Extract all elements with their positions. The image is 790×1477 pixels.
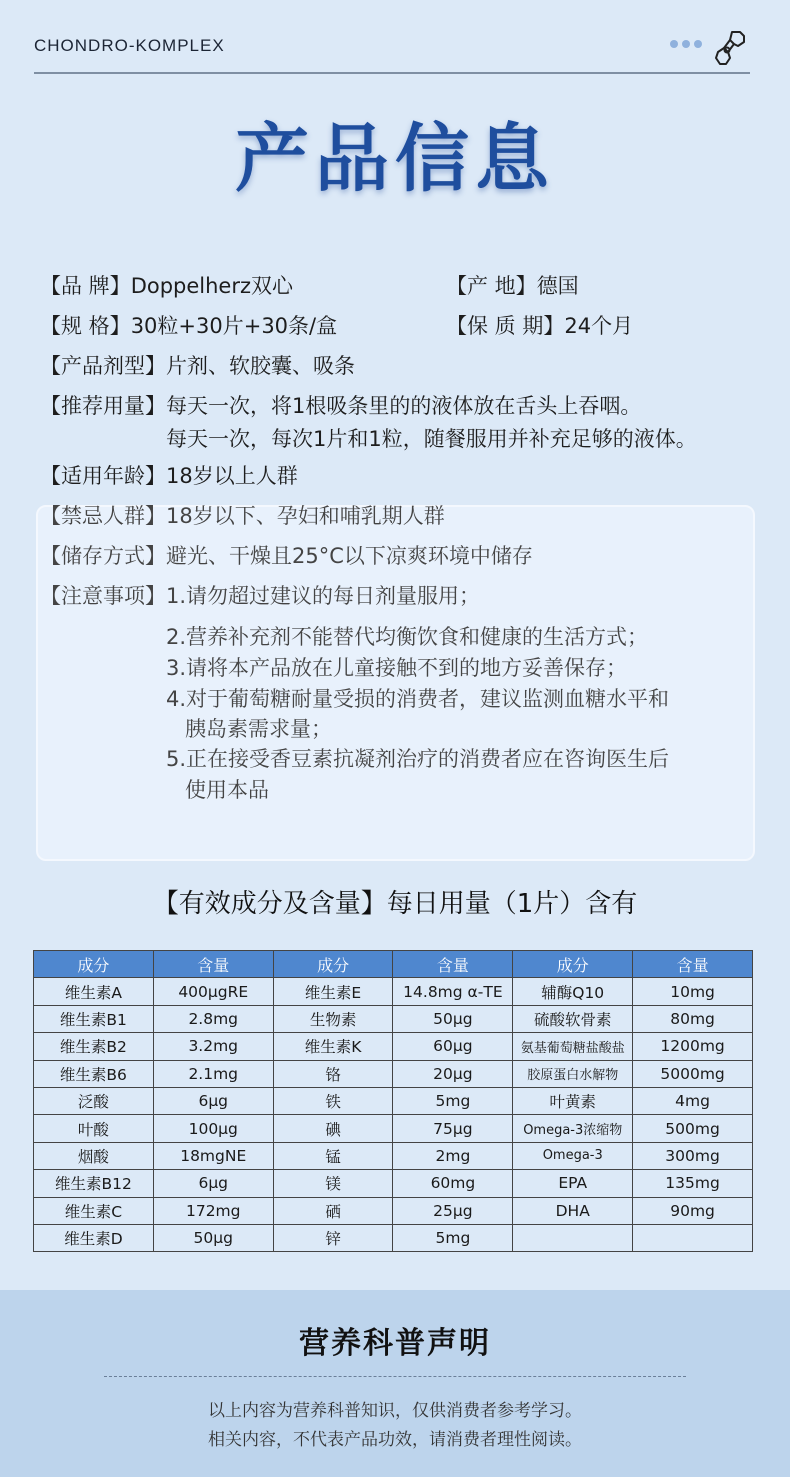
ingredient-amount-cell: 60mg — [393, 1170, 513, 1197]
ingredient-name-cell: 碘 — [273, 1115, 393, 1142]
column-header: 含量 — [633, 951, 753, 978]
dot — [694, 40, 702, 48]
ingredient-name-cell: 氨基葡萄糖盐酸盐 — [513, 1033, 633, 1060]
ingredient-amount-cell: 80mg — [633, 1005, 753, 1032]
table-row — [34, 978, 753, 1005]
ingredient-name-cell: 泛酸 — [34, 1087, 154, 1114]
ingredient-name-cell: 维生素D — [34, 1224, 154, 1251]
ingredient-name-cell: Omega-3 — [513, 1142, 633, 1169]
footer-line-1: 以上内容为营养科普知识，仅供消费者参考学习。 — [208, 1401, 582, 1421]
note-item: 5.正在接受香豆素抗凝剂治疗的消费者应在咨询医生后 — [166, 747, 670, 771]
ingredient-amount-cell: 3.2mg — [153, 1033, 273, 1060]
column-header: 含量 — [153, 951, 273, 978]
ingredient-amount-cell: 300mg — [633, 1142, 753, 1169]
ingredient-amount-cell: 50µg — [393, 1005, 513, 1032]
ingredient-amount-cell — [633, 1224, 753, 1251]
ingredient-amount-cell: 135mg — [633, 1170, 753, 1197]
ingredient-amount-cell: 25µg — [393, 1197, 513, 1224]
origin-value: 德国 — [536, 274, 579, 298]
ingredient-amount-cell: 1200mg — [633, 1033, 753, 1060]
ingredient-name-cell: 维生素C — [34, 1197, 154, 1224]
ingredient-name-cell: 锌 — [273, 1224, 393, 1251]
table-row — [34, 1197, 753, 1224]
ingredient-name-cell: 生物素 — [273, 1005, 393, 1032]
ingredient-name-cell: 维生素K — [273, 1033, 393, 1060]
info-age — [40, 460, 298, 490]
info-notes — [40, 580, 480, 610]
ingredients-title: 【有效成分及含量】每日用量（1片）含有 — [152, 889, 638, 919]
page-title: 产品信息 — [235, 116, 555, 202]
ingredient-amount-cell: 75µg — [393, 1115, 513, 1142]
dot — [670, 40, 678, 48]
ingredient-name-cell — [513, 1224, 633, 1251]
footer — [0, 1290, 790, 1477]
brand-value: Doppelherz双心 — [130, 274, 294, 298]
note-item: 2.营养补充剂不能替代均衡饮食和健康的生活方式； — [166, 625, 649, 649]
origin-label: 【产 地】 — [446, 274, 537, 298]
table-header-row — [34, 951, 753, 978]
storage-value: 避光、干燥且25°C以下凉爽环境中储存 — [166, 544, 533, 568]
ingredient-name-cell: 烟酸 — [34, 1142, 154, 1169]
storage-label: 【储存方式】 — [40, 544, 166, 568]
ingredient-amount-cell: 172mg — [153, 1197, 273, 1224]
ingredient-amount-cell: 10mg — [633, 978, 753, 1005]
table-row — [34, 1087, 753, 1114]
ingredient-name-cell: 硫酸软骨素 — [513, 1005, 633, 1032]
top-bar — [34, 28, 750, 74]
dosage-label: 【推荐用量】 — [40, 394, 166, 418]
info-origin — [446, 270, 579, 300]
ingredient-amount-cell: 400µgRE — [153, 978, 273, 1005]
shelf-label: 【保 质 期】 — [446, 314, 565, 338]
ingredient-amount-cell: 14.8mg α-TE — [393, 978, 513, 1005]
ingredient-name-cell: 维生素B2 — [34, 1033, 154, 1060]
ingredient-name-cell: 硒 — [273, 1197, 393, 1224]
ingredient-amount-cell: 6µg — [153, 1170, 273, 1197]
ingredient-amount-cell: 5mg — [393, 1087, 513, 1114]
column-header: 成分 — [513, 951, 633, 978]
ingredient-amount-cell: 4mg — [633, 1087, 753, 1114]
ingredient-amount-cell: 500mg — [633, 1115, 753, 1142]
ingredient-name-cell: 维生素B12 — [34, 1170, 154, 1197]
ingredient-name-cell: 铁 — [273, 1087, 393, 1114]
form-value: 片剂、软胶囊、吸条 — [166, 354, 355, 378]
table-row — [34, 1005, 753, 1032]
table-row — [34, 1224, 753, 1251]
ingredient-name-cell: DHA — [513, 1197, 633, 1224]
info-storage — [40, 540, 533, 570]
table-row — [34, 1142, 753, 1169]
contra-label: 【禁忌人群】 — [40, 504, 166, 528]
ingredients-table — [33, 950, 753, 1252]
note-item: 4.对于葡萄糖耐量受损的消费者，建议监测血糖水平和 — [166, 687, 670, 711]
form-label: 【产品剂型】 — [40, 354, 166, 378]
column-header: 含量 — [393, 951, 513, 978]
ingredient-amount-cell: 20µg — [393, 1060, 513, 1087]
ingredient-amount-cell: 18mgNE — [153, 1142, 273, 1169]
note-item: 胰岛素需求量； — [185, 717, 332, 741]
table-body — [34, 978, 753, 1252]
table-row — [34, 1060, 753, 1087]
contra-value: 18岁以下、孕妇和哺乳期人群 — [166, 504, 445, 528]
dosage-line-1: 每天一次，将1根吸条里的的液体放在舌头上吞咽。 — [166, 394, 642, 418]
ingredient-name-cell: 辅酶Q10 — [513, 978, 633, 1005]
ingredient-name-cell: EPA — [513, 1170, 633, 1197]
note-item: 1.请勿超过建议的每日剂量服用； — [166, 584, 481, 608]
ingredient-amount-cell: 2.8mg — [153, 1005, 273, 1032]
ingredient-name-cell: 叶黄素 — [513, 1087, 633, 1114]
dot — [682, 40, 690, 48]
age-label: 【适用年龄】 — [40, 464, 166, 488]
ingredient-name-cell: 镁 — [273, 1170, 393, 1197]
ingredient-amount-cell: 60µg — [393, 1033, 513, 1060]
ingredient-amount-cell: 6µg — [153, 1087, 273, 1114]
ingredient-name-cell: Omega-3浓缩物 — [513, 1115, 633, 1142]
column-header: 成分 — [34, 951, 154, 978]
ingredient-amount-cell: 100µg — [153, 1115, 273, 1142]
spec-value: 30粒+30片+30条/盒 — [130, 314, 338, 338]
ingredient-name-cell: 铬 — [273, 1060, 393, 1087]
table-row — [34, 1115, 753, 1142]
ingredient-amount-cell: 50µg — [153, 1224, 273, 1251]
dosage-line-2: 每天一次，每次1片和1粒，随餐服用并补充足够的液体。 — [166, 427, 697, 451]
ingredient-name-cell: 叶酸 — [34, 1115, 154, 1142]
ingredient-name-cell: 维生素B1 — [34, 1005, 154, 1032]
divider — [104, 1376, 686, 1377]
ingredient-amount-cell: 5mg — [393, 1224, 513, 1251]
ingredient-amount-cell: 5000mg — [633, 1060, 753, 1087]
info-contraindications — [40, 500, 445, 530]
joint-icon — [710, 28, 750, 68]
notes-label: 【注意事项】 — [40, 584, 166, 608]
shelf-value: 24个月 — [564, 314, 634, 338]
age-value: 18岁以上人群 — [166, 464, 298, 488]
info-spec — [40, 310, 337, 340]
info-shelf-life — [446, 310, 633, 340]
ingredient-amount-cell: 2mg — [393, 1142, 513, 1169]
page-dots — [670, 40, 702, 48]
brand-name: CHONDRO-KOMPLEX — [34, 36, 225, 55]
ingredient-amount-cell: 2.1mg — [153, 1060, 273, 1087]
info-brand — [40, 270, 293, 300]
ingredient-amount-cell: 90mg — [633, 1197, 753, 1224]
ingredient-name-cell: 胶原蛋白水解物 — [513, 1060, 633, 1087]
footer-title: 营养科普声明 — [299, 1326, 491, 1361]
footer-line-2: 相关内容，不代表产品功效，请消费者理性阅读。 — [208, 1430, 582, 1450]
info-dosage — [40, 390, 641, 420]
ingredient-name-cell: 维生素E — [273, 978, 393, 1005]
ingredient-name-cell: 维生素A — [34, 978, 154, 1005]
info-form — [40, 350, 355, 380]
table-row — [34, 1033, 753, 1060]
brand-label: 【品 牌】 — [40, 274, 131, 298]
column-header: 成分 — [273, 951, 393, 978]
ingredient-name-cell: 维生素B6 — [34, 1060, 154, 1087]
table-row — [34, 1170, 753, 1197]
note-item: 使用本品 — [185, 778, 269, 802]
ingredient-name-cell: 锰 — [273, 1142, 393, 1169]
spec-label: 【规 格】 — [40, 314, 131, 338]
note-item: 3.请将本产品放在儿童接触不到的地方妥善保存； — [166, 656, 628, 680]
